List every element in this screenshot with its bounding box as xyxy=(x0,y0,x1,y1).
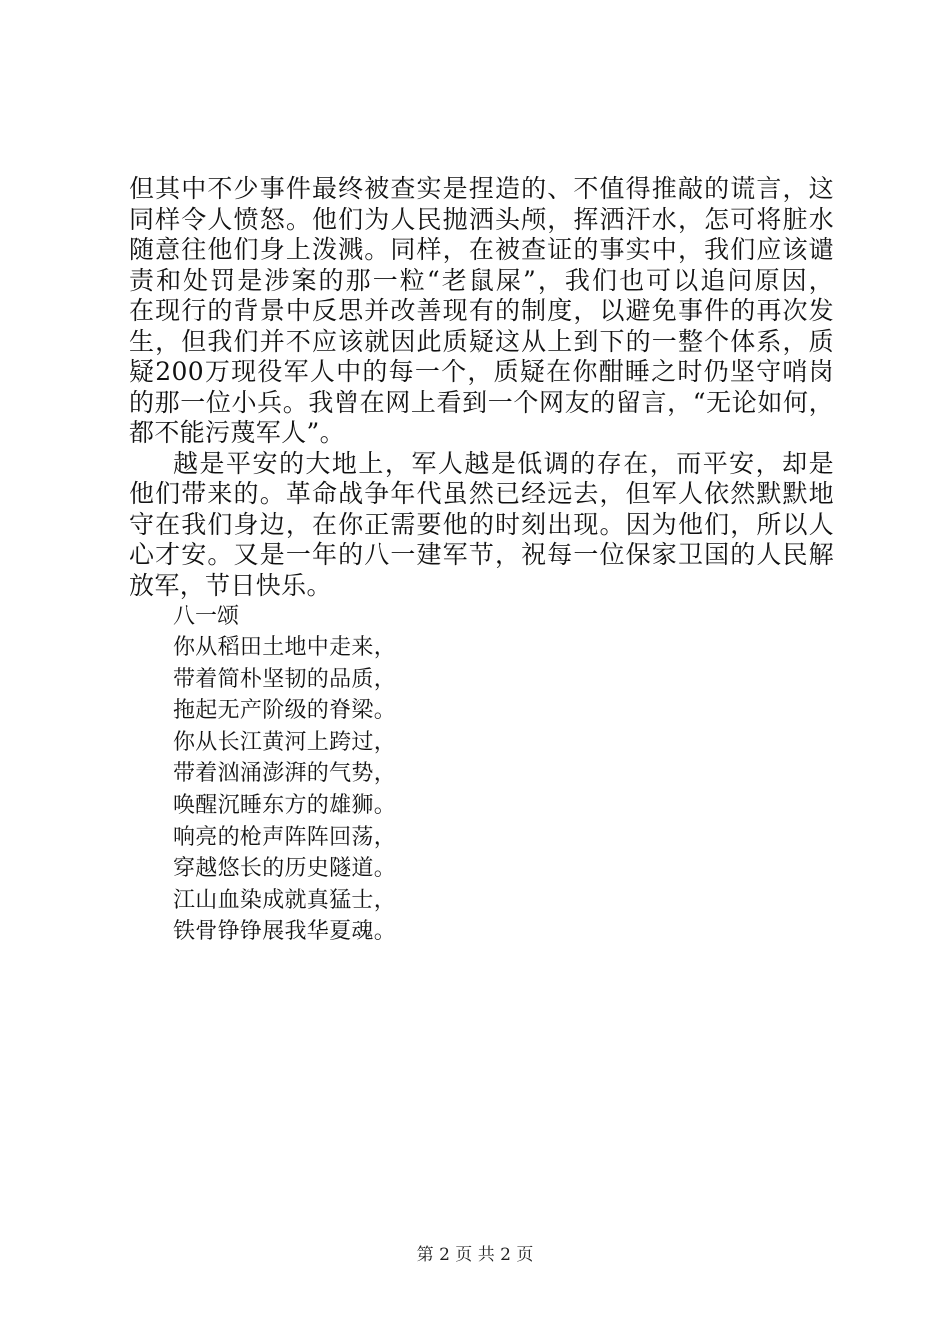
poem-line: 穿越悠长的历史隧道。 xyxy=(173,856,397,882)
paragraph-line: 在现行的背景中反思并改善现有的制度，以避免事件的再次发 xyxy=(129,296,834,325)
paragraph-line-first: 越是平安的大地上，军人越是低调的存在，而平安，却是 xyxy=(173,448,834,478)
page-footer: 第 2 页 共 2 页 xyxy=(416,1245,534,1265)
document-body xyxy=(129,174,834,948)
paragraph-line: 守在我们身边，在你正需要他的时刻出现。因为他们，所以人 xyxy=(129,509,834,539)
paragraph-line: 但其中不少事件最终被查实是捏造的、不值得推敲的谎言，这 xyxy=(129,174,834,203)
poem-line: 唤醒沉睡东方的雄狮。 xyxy=(173,792,397,818)
paragraph-line: 同样令人愤怒。他们为人民抛洒头颅，挥洒汗水，怎可将脏水 xyxy=(129,204,834,234)
paragraph-line: 随意往他们身上泼溅。同样，在被查证的事实中，我们应该谴 xyxy=(129,235,834,264)
poem-line: 铁骨铮铮展我华夏魂。 xyxy=(173,919,397,945)
poem xyxy=(129,601,834,948)
paragraph-line: 的那一位小兵。我曾在网上看到一个网友的留言，“无论如何， xyxy=(129,387,834,417)
poem-line: 拖起无产阶级的脊梁。 xyxy=(173,698,397,724)
poem-line: 你从稻田土地中走来， xyxy=(173,635,397,660)
paragraph-line: 疑200万现役军人中的每一个，质疑在你酣睡之时仍坚守哨岗 xyxy=(129,357,834,386)
poem-line: 江山血染成就真猛士， xyxy=(173,887,397,913)
paragraph-line-last: 都不能污蔑军人”。 xyxy=(129,418,345,447)
paragraph-line-last: 放军，节日快乐。 xyxy=(129,570,332,600)
paragraph-1 xyxy=(129,174,834,449)
poem-line: 带着汹涌澎湃的气势， xyxy=(173,761,397,787)
paragraph-line: 他们带来的。革命战争年代虽然已经远去，但军人依然默默地 xyxy=(129,479,834,508)
poem-title: 八一颂 xyxy=(173,604,240,629)
poem-line: 带着简朴坚韧的品质， xyxy=(173,666,397,692)
poem-line: 你从长江黄河上跨过， xyxy=(173,729,397,755)
paragraph-line: 心才安。又是一年的八一建军节，祝每一位保家卫国的人民解 xyxy=(129,540,834,569)
paragraph-line: 生，但我们并不应该就因此质疑这从上到下的一整个体系，质 xyxy=(129,326,834,356)
paragraph-2 xyxy=(129,449,834,602)
paragraph-line: 责和处罚是涉案的那一粒“老鼠屎”，我们也可以追问原因， xyxy=(129,265,834,295)
poem-line: 响亮的枪声阵阵回荡， xyxy=(173,824,397,850)
